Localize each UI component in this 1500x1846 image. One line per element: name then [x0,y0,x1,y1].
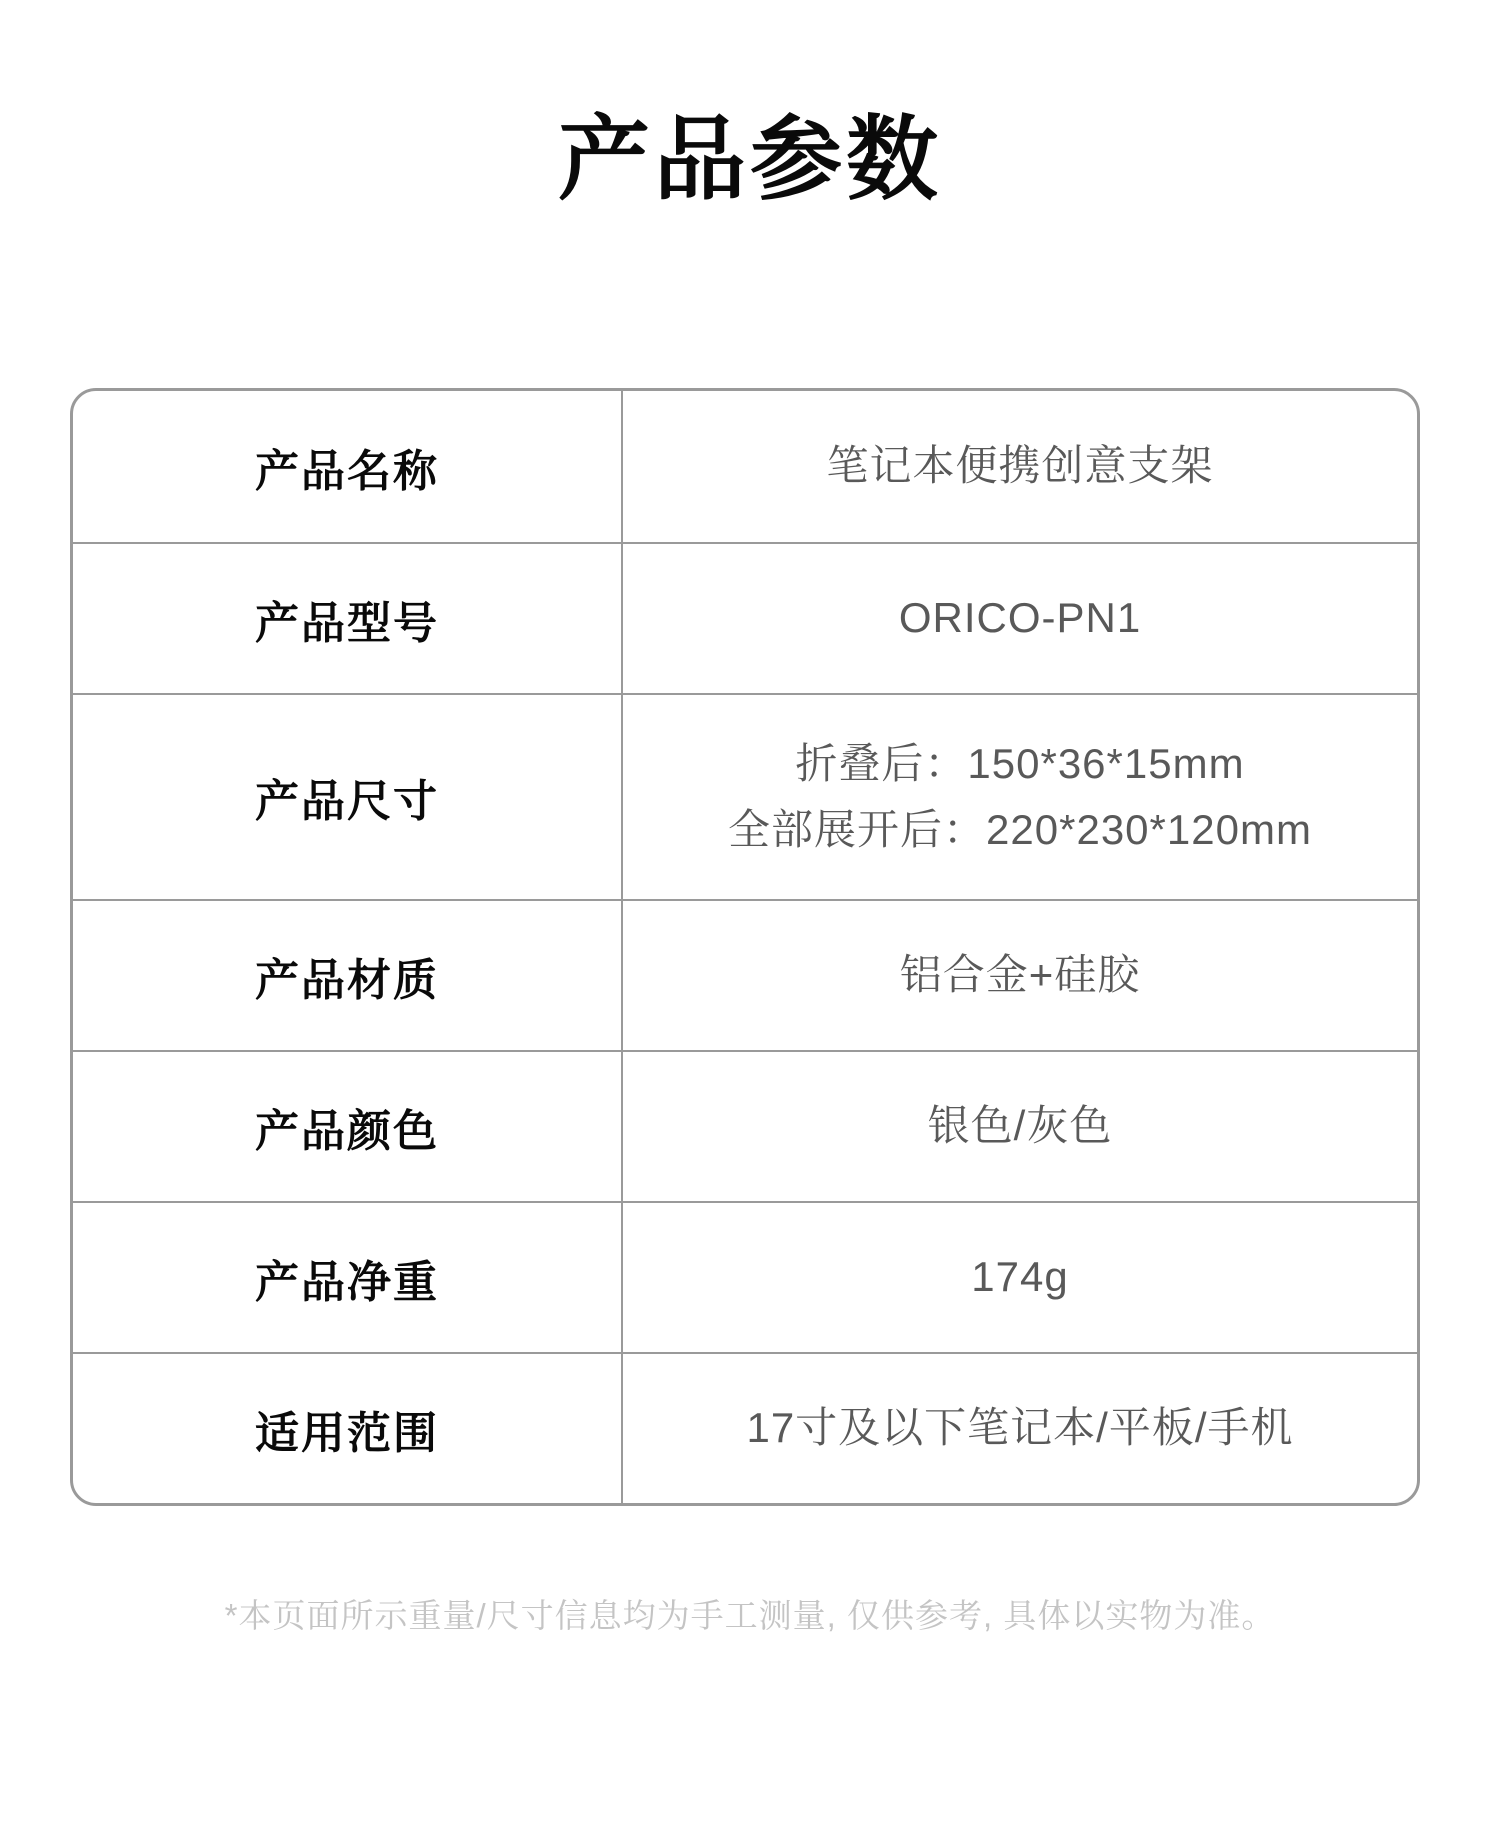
spec-row-product-weight [73,1201,1417,1352]
spec-value-line: 174g [971,1253,1069,1301]
spec-row-applicable-range [73,1352,1417,1503]
spec-value [623,544,1417,693]
spec-value-line: 铝合金+硅胶 [899,951,1141,999]
spec-label: 产品颜色 [73,1052,623,1201]
spec-label: 产品净重 [73,1203,623,1352]
spec-row-product-name [73,391,1417,542]
footnote: *本页面所示重量/尺寸信息均为手工测量, 仅供参考, 具体以实物为准。 [224,1597,1276,1634]
page-title: 产品参数 [557,109,942,211]
spec-row-product-material [73,899,1417,1050]
spec-table [70,388,1420,1506]
spec-value-line: 折叠后：150*36*15mm [795,739,1245,787]
spec-value [623,1354,1417,1503]
spec-value-line: 银色/灰色 [927,1102,1113,1150]
spec-value-line: 全部展开后：220*230*120mm [728,806,1312,853]
spec-value [623,1203,1417,1352]
spec-label: 适用范围 [73,1354,623,1503]
spec-row-product-model [73,542,1417,693]
spec-row-product-color [73,1050,1417,1201]
spec-row-product-size [73,693,1417,899]
spec-value [623,695,1417,899]
spec-label: 产品尺寸 [73,695,623,899]
spec-value-line: 笔记本便携创意支架 [826,442,1214,490]
spec-label: 产品型号 [73,544,623,693]
spec-label: 产品名称 [73,391,623,542]
spec-value [623,391,1417,542]
spec-value [623,901,1417,1050]
spec-value-line: ORICO-PN1 [898,594,1142,642]
spec-value [623,1052,1417,1201]
spec-value-line: 17寸及以下笔记本/平板/手机 [746,1404,1294,1452]
spec-label: 产品材质 [73,901,623,1050]
